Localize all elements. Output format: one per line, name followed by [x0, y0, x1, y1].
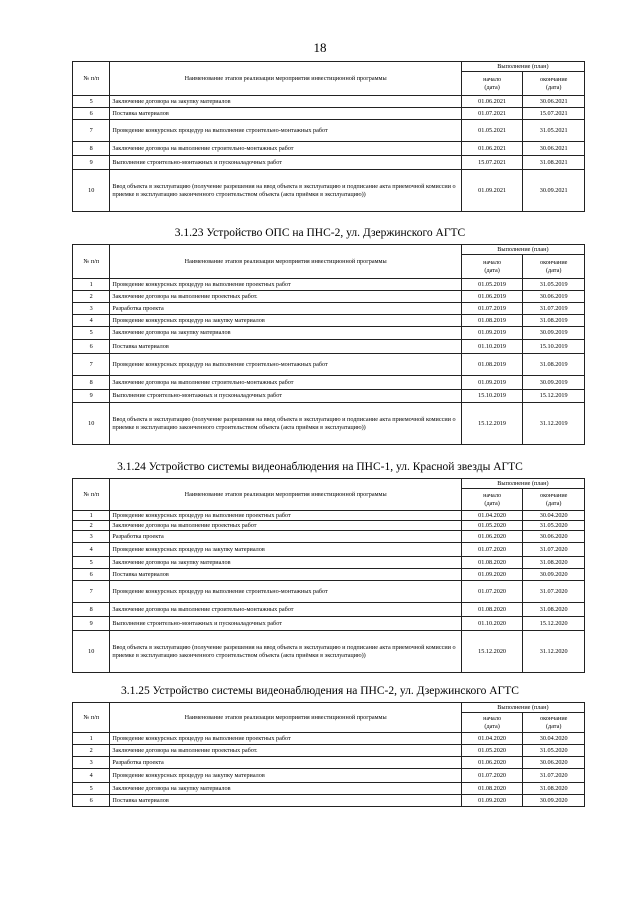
row-end-date: 31.05.2021: [523, 120, 585, 142]
header-execution: Выполнение (план): [461, 479, 584, 489]
header-stage-name: Наименование этапов реализации мероприятия инвестиционной программы: [110, 479, 461, 511]
row-start-date: 01.09.2021: [461, 170, 523, 212]
row-number: 6: [73, 795, 110, 807]
row-number: 4: [73, 315, 110, 327]
row-number: 3: [73, 757, 110, 769]
header-start: начало (дата): [461, 72, 523, 96]
row-number: 6: [73, 340, 110, 354]
row-start-date: 01.05.2020: [461, 521, 523, 531]
row-end-date: 31.05.2019: [523, 279, 585, 291]
row-end-date: 31.12.2019: [523, 403, 585, 445]
table-row: [73, 327, 585, 340]
row-stage-name: Заключение договора на выполнение строительно-монтажных работ: [110, 376, 461, 390]
row-stage-name: Проведение конкурсных процедур на выполнение проектных работ: [110, 733, 461, 745]
row-end-date: 30.06.2019: [523, 291, 585, 303]
header-start: начало (дата): [461, 713, 523, 733]
row-stage-name: Проведение конкурсных процедур на выполнение строительно-монтажных работ: [110, 120, 461, 142]
row-start-date: 01.08.2019: [461, 315, 523, 327]
row-end-date: 31.12.2020: [523, 631, 585, 673]
row-end-date: 15.07.2021: [523, 108, 585, 120]
table-row: [73, 543, 585, 557]
table-row: [73, 557, 585, 569]
row-start-date: 01.06.2021: [461, 96, 523, 108]
table-row: [73, 581, 585, 603]
row-stage-name: Ввод объекта в эксплуатацию (получение разрешения на ввод объекта в эксплуатацию и подписание акта приемочной комиссии о приемке в эксплуатацию законченного строительством объекта (акта приёмки в эксплуатацию)): [110, 631, 461, 673]
header-start: начало (дата): [461, 489, 523, 511]
row-end-date: 31.08.2019: [523, 354, 585, 376]
row-end-date: 31.07.2020: [523, 581, 585, 603]
row-start-date: 01.10.2020: [461, 617, 523, 631]
row-number: 9: [73, 390, 110, 403]
header-end: окончание (дата): [523, 489, 585, 511]
row-stage-name: Разработка проекта: [110, 757, 461, 769]
table-row: [73, 156, 585, 170]
row-start-date: 01.06.2020: [461, 757, 523, 769]
table-row: [73, 142, 585, 156]
row-stage-name: Заключение договора на выполнение строительно-монтажных работ: [110, 142, 461, 156]
row-start-date: 01.08.2020: [461, 603, 523, 617]
header-num: № п/п: [73, 245, 110, 279]
row-end-date: 31.05.2020: [523, 745, 585, 757]
row-start-date: 01.07.2020: [461, 543, 523, 557]
table-row: [73, 795, 585, 807]
row-stage-name: Заключение договора на выполнение проектных работ.: [110, 745, 461, 757]
schedule-table-3-1-25: [72, 702, 585, 807]
row-stage-name: Заключение договора на выполнение проектных работ: [110, 521, 461, 531]
row-number: 10: [73, 403, 110, 445]
table-row: [73, 108, 585, 120]
header-end: окончание (дата): [523, 255, 585, 279]
row-start-date: 01.07.2019: [461, 303, 523, 315]
row-number: 2: [73, 521, 110, 531]
header-end: окончание (дата): [523, 713, 585, 733]
row-end-date: 30.09.2020: [523, 795, 585, 807]
row-stage-name: Проведение конкурсных процедур на закупку материалов: [110, 769, 461, 783]
header-num: № п/п: [73, 62, 110, 96]
row-number: 8: [73, 603, 110, 617]
row-number: 9: [73, 156, 110, 170]
row-stage-name: Проведение конкурсных процедур на выполнение проектных работ: [110, 511, 461, 521]
row-start-date: 01.07.2020: [461, 581, 523, 603]
table-row: [73, 769, 585, 783]
table-row: [73, 521, 585, 531]
row-number: 9: [73, 617, 110, 631]
schedule-table-continued: [72, 61, 585, 212]
row-end-date: 31.08.2021: [523, 156, 585, 170]
table-row: [73, 390, 585, 403]
row-number: 2: [73, 291, 110, 303]
row-end-date: 15.10.2019: [523, 340, 585, 354]
header-execution: Выполнение (план): [461, 245, 584, 255]
row-end-date: 31.07.2019: [523, 303, 585, 315]
row-start-date: 15.12.2019: [461, 403, 523, 445]
row-end-date: 31.08.2019: [523, 315, 585, 327]
row-stage-name: Заключение договора на выполнение строительно-монтажных работ: [110, 603, 461, 617]
row-stage-name: Проведение конкурсных процедур на выполнение строительно-монтажных работ: [110, 581, 461, 603]
row-start-date: 01.10.2019: [461, 340, 523, 354]
row-number: 1: [73, 733, 110, 745]
row-start-date: 01.06.2019: [461, 291, 523, 303]
row-number: 6: [73, 108, 110, 120]
row-number: 3: [73, 531, 110, 543]
row-start-date: 15.10.2019: [461, 390, 523, 403]
row-start-date: 01.07.2021: [461, 108, 523, 120]
row-stage-name: Проведение конкурсных процедур на выполнение строительно-монтажных работ: [110, 354, 461, 376]
section-title-3-1-24: 3.1.24 Устройство системы видеонаблюдения на ПНС-1, ул. Красной звезды АГТС: [117, 461, 523, 473]
row-number: 5: [73, 96, 110, 108]
row-start-date: 01.05.2019: [461, 279, 523, 291]
row-number: 7: [73, 120, 110, 142]
row-stage-name: Поставка материалов: [110, 795, 461, 807]
row-stage-name: Поставка материалов: [110, 340, 461, 354]
row-start-date: 01.06.2021: [461, 142, 523, 156]
header-stage-name: Наименование этапов реализации мероприятия инвестиционной программы: [110, 245, 461, 279]
table-row: [73, 745, 585, 757]
header-stage-name: Наименование этапов реализации мероприятия инвестиционной программы: [110, 703, 461, 733]
table-row: [73, 757, 585, 769]
row-end-date: 15.12.2020: [523, 617, 585, 631]
row-end-date: 30.09.2019: [523, 327, 585, 340]
row-stage-name: Выполнение строительно-монтажных и пусконаладочных работ: [110, 156, 461, 170]
row-end-date: 31.05.2020: [523, 521, 585, 531]
page-number: 18: [313, 40, 327, 55]
table-row: [73, 569, 585, 581]
table-row: [73, 279, 585, 291]
row-stage-name: Поставка материалов: [110, 569, 461, 581]
table-row: [73, 291, 585, 303]
row-number: 6: [73, 569, 110, 581]
table-row: [73, 96, 585, 108]
table-row: [73, 603, 585, 617]
table-row: [73, 403, 585, 445]
row-end-date: 30.06.2020: [523, 531, 585, 543]
row-number: 5: [73, 783, 110, 795]
row-end-date: 30.09.2021: [523, 170, 585, 212]
row-stage-name: Выполнение строительно-монтажных и пусконаладочных работ: [110, 390, 461, 403]
row-stage-name: Проведение конкурсных процедур на закупку материалов: [110, 315, 461, 327]
table-row: [73, 733, 585, 745]
row-number: 3: [73, 303, 110, 315]
row-number: 1: [73, 511, 110, 521]
header-num: № п/п: [73, 479, 110, 511]
row-start-date: 01.07.2020: [461, 769, 523, 783]
row-number: 10: [73, 170, 110, 212]
row-end-date: 30.06.2021: [523, 96, 585, 108]
row-end-date: 31.08.2020: [523, 783, 585, 795]
header-execution: Выполнение (план): [461, 703, 584, 713]
table-row: [73, 376, 585, 390]
row-end-date: 15.12.2019: [523, 390, 585, 403]
row-end-date: 31.07.2020: [523, 543, 585, 557]
row-start-date: 15.07.2021: [461, 156, 523, 170]
row-start-date: 01.08.2019: [461, 354, 523, 376]
row-stage-name: Разработка проекта: [110, 303, 461, 315]
table-row: [73, 531, 585, 543]
header-end: окончание (дата): [523, 72, 585, 96]
row-end-date: 30.04.2020: [523, 733, 585, 745]
row-start-date: 15.12.2020: [461, 631, 523, 673]
header-num: № п/п: [73, 703, 110, 733]
table-row: [73, 340, 585, 354]
table-row: [73, 631, 585, 673]
row-stage-name: Выполнение строительно-монтажных и пусконаладочных работ: [110, 617, 461, 631]
row-stage-name: Заключение договора на закупку материалов: [110, 96, 461, 108]
header-stage-name: Наименование этапов реализации мероприятия инвестиционной программы: [110, 62, 461, 96]
header-start: начало (дата): [461, 255, 523, 279]
row-number: 8: [73, 142, 110, 156]
row-end-date: 30.06.2020: [523, 757, 585, 769]
row-start-date: 01.04.2020: [461, 733, 523, 745]
schedule-table-3-1-23: [72, 244, 585, 445]
table-row: [73, 303, 585, 315]
row-number: 5: [73, 327, 110, 340]
row-end-date: 31.08.2020: [523, 603, 585, 617]
table-row: [73, 511, 585, 521]
row-number: 1: [73, 279, 110, 291]
row-stage-name: Проведение конкурсных процедур на закупку материалов: [110, 543, 461, 557]
row-stage-name: Ввод объекта в эксплуатацию (получение разрешения на ввод объекта в эксплуатацию и подписание акта приемочной комиссии о приемке в эксплуатацию законченного строительством объекта (акта приёмки в эксплуатацию)): [110, 403, 461, 445]
row-stage-name: Проведение конкурсных процедур на выполнение проектных работ: [110, 279, 461, 291]
table-row: [73, 354, 585, 376]
row-stage-name: Заключение договора на выполнение проектных работ.: [110, 291, 461, 303]
row-stage-name: Заключение договора на закупку материалов: [110, 327, 461, 340]
row-end-date: 31.08.2020: [523, 557, 585, 569]
row-start-date: 01.05.2021: [461, 120, 523, 142]
section-title-3-1-23: 3.1.23 Устройство ОПС на ПНС-2, ул. Дзержинского АГТС: [174, 227, 466, 239]
row-stage-name: Заключение договора на закупку материалов: [110, 783, 461, 795]
table-row: [73, 783, 585, 795]
row-start-date: 01.09.2019: [461, 327, 523, 340]
row-number: 7: [73, 354, 110, 376]
row-start-date: 01.06.2020: [461, 531, 523, 543]
row-number: 5: [73, 557, 110, 569]
row-number: 10: [73, 631, 110, 673]
table-row: [73, 315, 585, 327]
row-start-date: 01.09.2020: [461, 795, 523, 807]
row-end-date: 30.09.2020: [523, 569, 585, 581]
row-stage-name: Разработка проекта: [110, 531, 461, 543]
row-stage-name: Заключение договора на закупку материалов: [110, 557, 461, 569]
row-end-date: 30.06.2021: [523, 142, 585, 156]
row-start-date: 01.05.2020: [461, 745, 523, 757]
table-row: [73, 617, 585, 631]
row-number: 4: [73, 769, 110, 783]
row-start-date: 01.09.2019: [461, 376, 523, 390]
section-title-3-1-25: 3.1.25 Устройство системы видеонаблюдения на ПНС-2, ул. Дзержинского АГТС: [121, 685, 519, 697]
row-stage-name: Ввод объекта в эксплуатацию (получение разрешения на ввод объекта в эксплуатацию и подписание акта приемочной комиссии о приемке в эксплуатацию законченного строительством объекта (акта приёмки в эксплуатацию)): [110, 170, 461, 212]
row-number: 2: [73, 745, 110, 757]
row-start-date: 01.08.2020: [461, 783, 523, 795]
table-row: [73, 120, 585, 142]
row-end-date: 31.07.2020: [523, 769, 585, 783]
row-end-date: 30.04.2020: [523, 511, 585, 521]
schedule-table-3-1-24: [72, 478, 585, 673]
row-number: 8: [73, 376, 110, 390]
row-end-date: 30.09.2019: [523, 376, 585, 390]
row-start-date: 01.04.2020: [461, 511, 523, 521]
table-row: [73, 170, 585, 212]
header-execution: Выполнение (план): [461, 62, 584, 72]
row-start-date: 01.08.2020: [461, 557, 523, 569]
row-number: 7: [73, 581, 110, 603]
row-number: 4: [73, 543, 110, 557]
row-start-date: 01.09.2020: [461, 569, 523, 581]
row-stage-name: Поставка материалов: [110, 108, 461, 120]
